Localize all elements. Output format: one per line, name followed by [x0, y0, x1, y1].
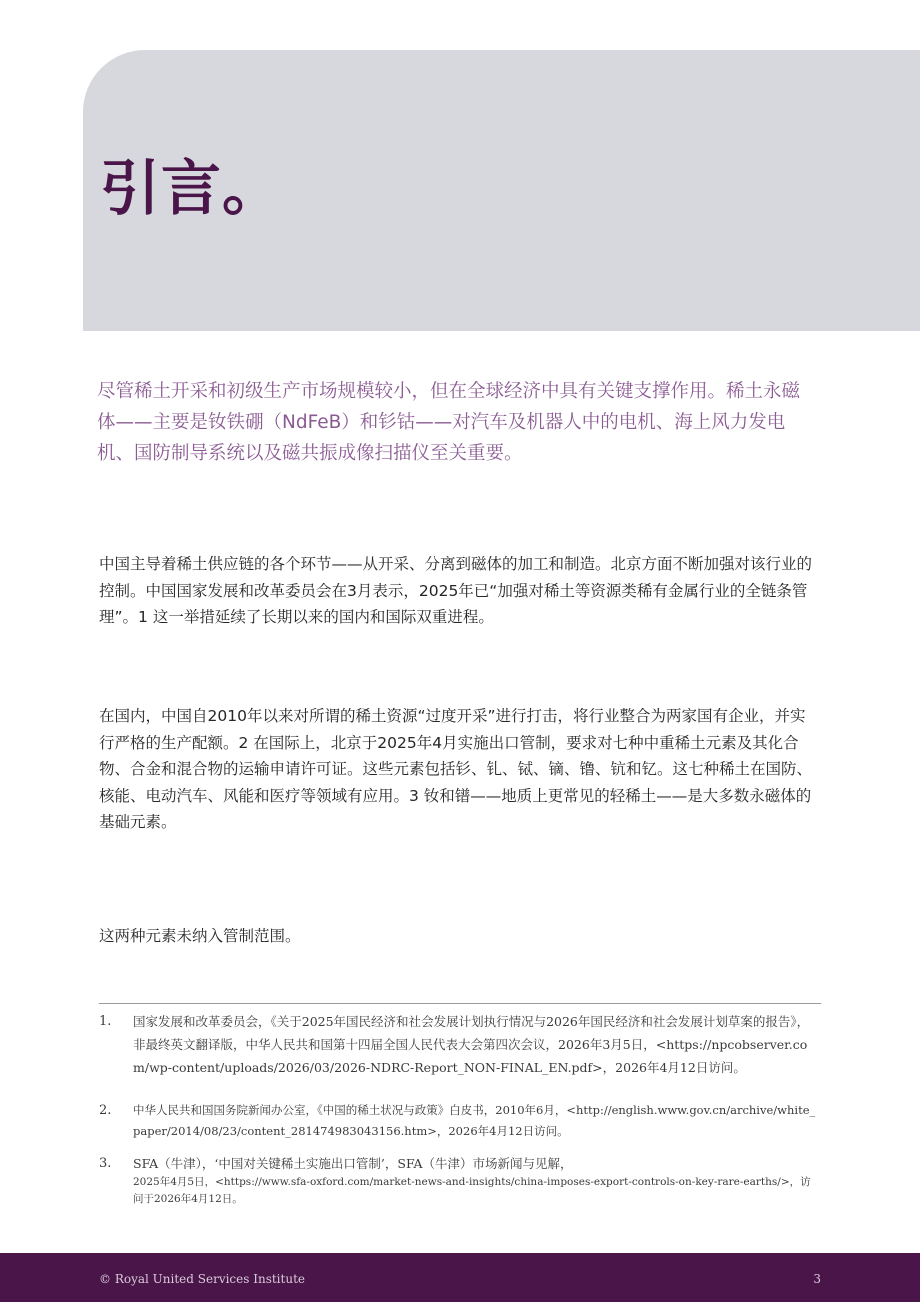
footnote-text-block [133, 1154, 821, 1208]
body-paragraph-3: 这两种元素未纳入管制范围。 [99, 927, 301, 945]
footnote-1 [99, 1010, 821, 1079]
footnote-3 [99, 1154, 821, 1208]
body-paragraph-2: 在国内，中国自2010年以来对所谓的稀土资源“过度开采”进行打击，将行业整合为两家国有企业，并实行严格的生产配额。2 在国际上，北京于2025年4月实施出口管制，要求对七种中重稀土元素及其化合物、合金和混合物的运输申请许可证。这些元素包括钐、钆、铽、镝、镥、钪和钇。这七种稀土在国防、核能、电动汽车、风能和医疗等领域有应用。3 钕和镨——地质上更常见的轻稀土——是大多数永磁体的基础元素。 [99, 707, 813, 831]
copyright-notice: © Royal United Services Institute [99, 1272, 305, 1286]
footnote-divider [99, 1003, 821, 1004]
title-banner [83, 50, 920, 331]
body-paragraph-1: 中国主导着稀土供应链的各个环节——从开采、分离到磁体的加工和制造。北京方面不断加强对该行业的控制。中国国家发展和改革委员会在3月表示，2025年已“加强对稀土等资源类稀有金属行业的全链条管理”。1 这一举措延续了长期以来的国内和国际双重进程。 [99, 555, 813, 626]
footnote-text: 国家发展和改革委员会，《关于2025年国民经济和社会发展计划执行情况与2026年国民经济和社会发展计划草案的报告》，非最终英文翻译版，中华人民共和国第十四届全国人民代表大会第四次会议，2026年3月5日，<https://npcobserver.com/wp-content/uploads/2026/03/2026-NDRC-Report_NON-FINAL_EN.pdf>，2026年4月12日访问。 [133, 1014, 810, 1075]
footnote-text: SFA（牛津），‘中国对关键稀土实施出口管制’，SFA（牛津）市场新闻与见解， [133, 1156, 573, 1171]
page-footer [0, 1253, 920, 1302]
page-number: 3 [813, 1272, 821, 1286]
footnote-2 [99, 1100, 821, 1142]
lead-paragraph: 尽管稀土开采和初级生产市场规模较小，但在全球经济中具有关键支撑作用。稀土永磁体——主要是钕铁硼（NdFeB）和钐钴——对汽车及机器人中的电机、海上风力发电机、国防制导系统以及磁共振成像扫描仪至关重要。 [97, 381, 801, 464]
footnote-number: 2. [99, 1103, 112, 1118]
footnote-text-continued: 2025年4月5日，<https://www.sfa-oxford.com/market-news-and-insights/china-imposes-export-controls-on-key-rare-earths/>，访问于2026年4月12日。 [133, 1176, 811, 1205]
page-title: 引言。 [100, 154, 283, 224]
footnote-number: 3. [99, 1156, 112, 1171]
footnote-text: 中华人民共和国国务院新闻办公室，《中国的稀土状况与政策》白皮书，2010年6月，<http://english.www.gov.cn/archive/white_paper/2014/08/23/content_281474983043156.htm>，2026年4月12日访问。 [133, 1103, 816, 1138]
footnote-number: 1. [99, 1014, 112, 1029]
